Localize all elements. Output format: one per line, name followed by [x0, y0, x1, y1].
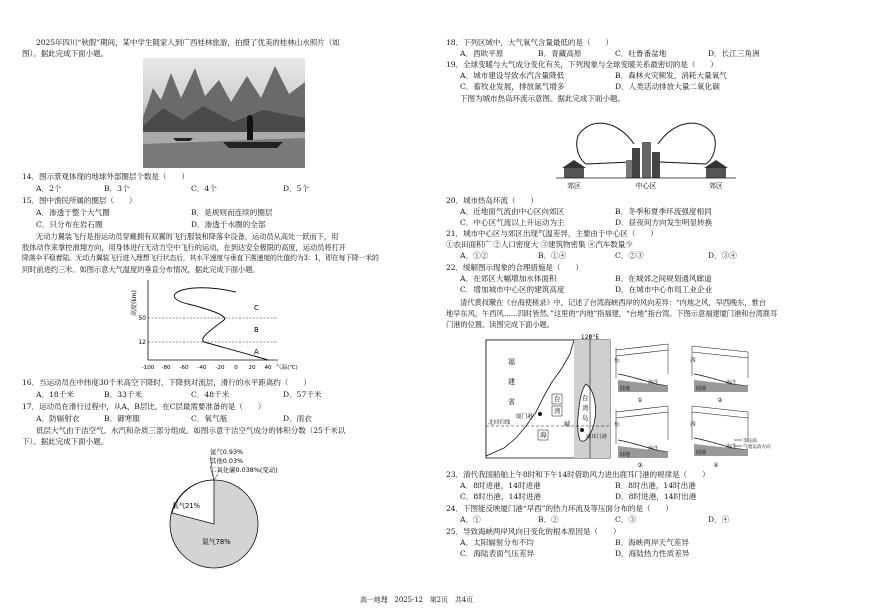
- q18-option-d[interactable]: D．长江三角洲: [708, 49, 760, 58]
- pie-label-other: 其他0.03%: [210, 457, 244, 465]
- circulation-panels: [612, 340, 771, 470]
- q17-option-a[interactable]: A．防辐射衣: [36, 414, 80, 423]
- pie-label-oxygen: 氧气21%: [172, 502, 200, 510]
- intro-5-line-1: 清代黄叔璥在《台海使槎录》中，记述了台湾海峡西岸的风向差异：“内地之风，早西晚东，惟台: [460, 298, 766, 307]
- q16-stem: 16．当运动员在中纬度30千米高空下降时，下降到对流层，滑行的水平距离约（ ）: [22, 378, 311, 387]
- legend-isobar: 等压面: [743, 439, 757, 444]
- panel-3: [614, 406, 668, 469]
- q18-option-c[interactable]: C．吐鲁番盆地: [615, 49, 667, 58]
- q18-stem: 18．下列区域中，大气氧气含量最低的是（ ）: [446, 38, 613, 47]
- q17-stem: 17．运动员在滑行过程中，从A、B层比，在C层最需要准备的是（ ）: [22, 402, 266, 411]
- panel-2-sea: 海洋: [726, 380, 737, 386]
- chart1-xtick: -40: [197, 365, 207, 371]
- map-label-tai: 台: [554, 395, 561, 403]
- panel-2: [690, 346, 748, 404]
- heat-label-center: 中心区: [635, 182, 657, 190]
- intro-2-line-1: 无动力翼装飞行是指运动员穿戴拥有双翼的飞行服装和降落伞设备，运动员从高处一跃而下，用: [36, 232, 339, 241]
- intro-2-line-3: 降落伞平稳着陆。无动力翼装飞行进入理想飞行状态后，其水平速度与垂直下落速度的比值约为3：1，即在每下降一米的: [22, 254, 379, 262]
- map-label-tropic: 北回归线: [488, 420, 511, 426]
- q19-option-b[interactable]: B．森林火灾频发，消耗大量氧气: [615, 71, 727, 80]
- q18-option-b[interactable]: B．青藏高原: [538, 49, 582, 58]
- panel-3-num: ③: [637, 462, 643, 469]
- q21-sub: ①农田面积广 ②人口密度大 ③建筑物密集 ④汽车数量少: [446, 240, 633, 249]
- q14-option-d[interactable]: D．5个: [283, 184, 310, 193]
- chart1-ytick-12: 12: [138, 339, 146, 346]
- air-composition-pie: [150, 446, 320, 572]
- page-footer: 高一地理 2025-12 第2页 共4页: [360, 596, 473, 604]
- map-lon-label: 120°E: [580, 334, 600, 341]
- pie-label-co2: 二氧化碳0.038%(变动): [210, 466, 278, 474]
- q16-option-c[interactable]: C．48千米: [191, 390, 230, 399]
- panel-1-land: 陆地: [620, 386, 631, 392]
- panel-4-dir: 西: [690, 422, 696, 428]
- map-label-wan: 湾: [554, 407, 561, 415]
- q17-option-b[interactable]: B．御寒服: [104, 414, 140, 423]
- panel-3-dir: 东: [614, 422, 620, 428]
- q19-option-c[interactable]: C．畜牧业发展，排放氮气增多: [460, 82, 565, 91]
- chart1-xtick: -60: [179, 365, 189, 371]
- q24-option-c[interactable]: C．③: [615, 515, 636, 524]
- q19-stem: 19．全球变暖与大气成分变化有关，下列现象与全球变暖关系最密切的是（ ）: [446, 60, 718, 69]
- intro-4: 下图为城市热岛环流示意图。据此完成下面小题。: [460, 94, 625, 103]
- intro-1-line-2: 图）。据此完成下面小题。: [22, 49, 109, 58]
- q17-option-c[interactable]: C．氧气瓶: [191, 414, 228, 423]
- panel-4-num: ④: [713, 462, 719, 469]
- q21-stem: 21．城市中心区与郊区出现气温差异，主要由于中心区（ ）: [446, 229, 658, 238]
- q25-option-d[interactable]: D．海陆热力性质差异: [615, 549, 690, 558]
- q22-option-d[interactable]: D．在城市中心布局工业企业: [615, 285, 713, 294]
- intro-5-line-3: 门港的位置。读图完成下面小题。: [446, 320, 554, 329]
- q16-option-b[interactable]: B．33千米: [104, 390, 143, 399]
- q19-option-d[interactable]: D．人类活动排放大量二氧化碳: [615, 82, 720, 91]
- q15-option-b[interactable]: B．是规则而连续的圈层: [191, 208, 273, 217]
- map-label-tai-island: 台: [582, 394, 589, 402]
- q14-option-a[interactable]: A．2个: [36, 184, 62, 193]
- panel-2-land: 陆地: [696, 386, 707, 392]
- chart1-xtick: 20: [248, 365, 256, 371]
- q22-option-b[interactable]: B．在城郊之间规划通风廊道: [615, 274, 712, 283]
- q25-option-a[interactable]: A．太阳辐射分布不均: [460, 538, 534, 547]
- panel-3-sea: 海洋: [648, 446, 659, 452]
- q22-stem: 22．缓解图示现象的合理措施是（ ）: [446, 263, 583, 272]
- pie-label-nitrogen: 氮气78%: [202, 538, 231, 546]
- q24-stem: 24．下图能反映厦门港“早西”的热力环流及等压面分布的是（ ）: [446, 504, 673, 513]
- q25-stem: 25．导致海峡两岸风向日变化的根本原因是（ ）: [446, 527, 621, 536]
- intro-2-line-4: 同时前进约三米。如图示意大气温度的垂直分布情况，据此完成下面小题。: [22, 265, 260, 274]
- q23-option-a[interactable]: A．8时进港，14时进港: [460, 481, 541, 490]
- q15-option-c[interactable]: C．只分布在岩石圈: [36, 220, 103, 229]
- panel-4: [690, 406, 748, 469]
- q24-option-d[interactable]: D．④: [708, 515, 730, 524]
- panel-1-num: ①: [637, 397, 643, 404]
- heat-island-diagram: [556, 108, 736, 194]
- q15-stem: 15．图中渔民所属的圈层（ ）: [22, 196, 137, 205]
- q21-option-b[interactable]: B．①④: [538, 251, 567, 260]
- q15-option-a[interactable]: A．渗透于整个大气圈: [36, 208, 110, 217]
- legend-airflow: 气流运动方向: [743, 445, 771, 450]
- q23-stem: 23．清代我国船舶上午8时和下午14时借助风力进出鹿耳门港的规律是（ ）: [446, 470, 710, 479]
- chart1-ylabel: 高度(km): [131, 290, 138, 317]
- q22-option-a[interactable]: A．在郊区大幅增加水体面积: [460, 274, 557, 283]
- map-label-xia: 峡: [564, 420, 571, 428]
- q25-option-b[interactable]: B．海峡两岸天气差异: [615, 538, 689, 547]
- q25-option-c[interactable]: C．海陆表面气压差异: [460, 549, 535, 558]
- q19-option-a[interactable]: A．城市建设导致水汽含量降低: [460, 71, 565, 80]
- q21-option-c[interactable]: C．②③: [615, 251, 644, 260]
- panel-1-dir: 东: [614, 358, 620, 364]
- q23-option-d[interactable]: D．8时进港，14时出港: [615, 492, 697, 501]
- q21-option-a[interactable]: A．①②: [460, 251, 489, 260]
- chart1-xtick: -20: [215, 365, 225, 371]
- q20-option-d[interactable]: D．昼夜间方向发生明显转换: [615, 218, 713, 227]
- map-label-dao: 岛: [582, 414, 589, 422]
- intro-5-line-2: 地早东风，午西风……四时皆然。”这里的“内地”指福建，“台地”指台湾。下图示意福建厦门港和台湾鹿耳: [446, 309, 778, 318]
- q24-option-b[interactable]: B．②: [538, 515, 559, 524]
- map-label-hai: 海: [540, 431, 547, 439]
- temperature-profile-chart: [118, 276, 304, 374]
- q16-option-a[interactable]: A．18千米: [36, 390, 74, 399]
- map-label-luermen-port: 鹿耳门港: [586, 434, 607, 440]
- map-label-wan-island: 湾: [582, 404, 589, 412]
- panel-2-dir: 西: [690, 358, 696, 364]
- q20-stem: 20．城市热岛环流（ ）: [446, 196, 538, 205]
- map-label-fu: 福: [508, 358, 515, 366]
- pie-label-argon: 氩气0.93%: [210, 448, 244, 456]
- layer-a-label: A: [254, 348, 259, 356]
- intro-3-line-1: 低层大气由干洁空气、水汽和杂质三部分组成。如图示意干洁空气成分的体积分数（25千米以: [36, 426, 346, 435]
- chart1-xtick: 40: [264, 365, 272, 371]
- q14-stem: 14．图示景观体现的地球外部圈层个数是（ ）: [22, 172, 189, 181]
- q16-option-d[interactable]: D．57千米: [283, 390, 322, 399]
- chart1-xtick: -80: [161, 365, 171, 371]
- q14-option-b[interactable]: B．3个: [104, 184, 130, 193]
- chart1-xtick: -100: [141, 365, 155, 371]
- intro-1-line-1: 2025年四川“秋假”期间，某中学生随家人到广西桂林旅游，拍摄了优美的桂林山水照片（如: [36, 38, 340, 47]
- panel-4-land: 陆地: [696, 450, 707, 456]
- heat-label-suburb-left: 郊区: [567, 182, 581, 190]
- q22-option-c[interactable]: C．增加城市中心区的建筑高度: [460, 285, 565, 294]
- chart1-ytick-50: 50: [138, 315, 146, 322]
- panel-4-sea: 海洋: [726, 444, 737, 450]
- map-label-xiamen-port: 厦门港: [516, 414, 533, 420]
- map-label-sheng: 省: [508, 398, 515, 406]
- fujian-taiwan-map: [486, 334, 610, 458]
- panel-1: [614, 344, 668, 404]
- panel-2-num: ②: [717, 397, 723, 404]
- panel-3-land: 陆地: [620, 452, 631, 458]
- q14-option-c[interactable]: C．4个: [191, 184, 217, 193]
- q20-option-b[interactable]: B．冬季和夏季环流强度相同: [615, 207, 712, 216]
- guilin-landscape-photo: [143, 58, 305, 168]
- q20-option-a[interactable]: A．近地面气流由中心区向郊区: [460, 207, 565, 216]
- chart1-xlabel: 气温(℃): [276, 365, 298, 371]
- q20-option-c[interactable]: C．中心区气流以上升运动为主: [460, 218, 565, 227]
- layer-c-label: C: [254, 304, 259, 312]
- layer-b-label: B: [254, 326, 259, 334]
- q18-option-a[interactable]: A．西欧平原: [460, 49, 504, 58]
- q24-option-a[interactable]: A．①: [460, 515, 481, 524]
- intro-2-line-2: 肢体动作来掌控滑翔方向，用身体进行无动力空中飞行的运动，在到达安全极限的高度，运动员将打开: [22, 243, 346, 252]
- panel-1-sea: 海洋: [648, 380, 659, 386]
- q15-option-d[interactable]: D．渗透于水圈的全部: [191, 220, 266, 229]
- q23-option-b[interactable]: B．8时出港，14时出港: [615, 481, 696, 490]
- heat-label-suburb-right: 郊区: [709, 182, 723, 190]
- intro-3-line-2: 下）。据此完成下面小题。: [22, 437, 109, 446]
- map-label-jian: 建: [508, 378, 515, 386]
- q21-option-d[interactable]: D．③④: [708, 251, 737, 260]
- q17-option-d[interactable]: D．雨衣: [283, 414, 312, 423]
- q23-option-c[interactable]: C．8时出港，14时进港: [460, 492, 542, 501]
- chart1-xtick: 0: [234, 365, 238, 371]
